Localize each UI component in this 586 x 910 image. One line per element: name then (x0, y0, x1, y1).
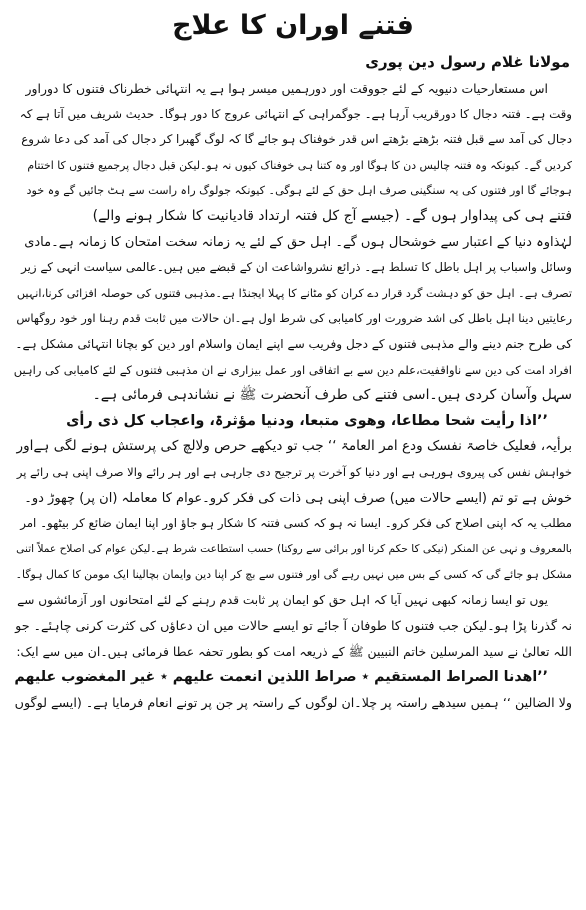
text-line: اس مستعارحیات دنیویہ کے لئے جووقت اور دورہمیں میسر ہوا ہے یہ انتہائی خطرناک فتنوں کا دوراور (25, 81, 548, 96)
text-line: مشکل ہو جائے گی کہ کسی کے بس میں نہیں رہے گی اور فتنوں سے بچ کر اپنا دین وایمان بچالینا ایک مومن کا کمال ہوگا۔ (15, 568, 572, 582)
text-line: نہ گذرنا پڑا ہو۔لیکن جب فتنوں کا طوفان آ جائے تو ایسے حالات میں ان دعاؤں کی کثرت کرنی چاہئے۔ جو (15, 618, 572, 634)
quote-line: ’’اذا رأیت شحا مطاعا، وھوی متبعا، ودنیا مؤثرۃ، واعجاب کل ذی رأی (66, 412, 548, 429)
text-line: کردیں گے۔ کیونکہ وہ فتنہ چالیس دن کا ہوگا اور وہ کتنا ہی خوفناک کیوں نہ ہو۔لیکن قبل دجال پرجمیع فتنوں کا اختتام (27, 158, 572, 172)
article-title: فتنے اوران کا علاج (172, 10, 414, 41)
text-line: ولا الضالین ‘‘ ہمیں سیدھے راستہ پر چلا۔ان لوگوں کے راستہ پر جن پر تونے انعام فرمایا ہے۔ (ایسے لوگوں (14, 695, 572, 711)
author-name: مولانا غلام رسول دین پوری (365, 53, 570, 71)
text-line: دجال کی آمد سے قبل فتنہ بڑھتے بڑھتے اس قدر خوفناک ہو جائے گا کہ لوگ گھبرا کر دجال کی آمد کی دعا شروع (21, 132, 572, 147)
text-line: خوش ہے تو تم (ایسے حالات میں) صرف اپنی ہی ذات کی فکر کرو۔عوام کا معاملہ (ان پر) چھوڑ دو۔ (24, 490, 572, 506)
text-line: رعایتیں دینا اہل باطل کی اشد ضرورت اور کامیابی کی شرط اول ہے۔ان حالات میں ثابت قدم رہنا اور خود روگھاس (16, 311, 572, 326)
article-body (14, 76, 572, 716)
text-line: وسائل واسباب پر اہل باطل کا تسلط ہے۔ ذرائع نشرواشاعت ان کے قبضے میں ہیں۔عالمی سیاست انہی کے زیر (21, 260, 572, 275)
text-line: سہل وآسان کردی ہیں۔اسی فتنے کی طرف آنحضرت ﷺ نے نشاندہی فرمائی ہے۔ (92, 387, 572, 404)
text-line: خواہش نفس کی پیروی ہورہی ہے اور دنیا کو آخرت پر ترجیح دی جارہی ہے اور ہر رائے والا صرف اپنی ہی رائے پر (16, 464, 572, 479)
text-line: لہٰذاوہ دنیا کے اعتبار سے خوشحال ہوں گے۔ اہل حق کے لئے یہ زمانہ سخت امتحان کا زمانہ ہے۔مادی (24, 234, 572, 250)
text-line: افراد امت کی دین سے ناواقفیت،علم دین سے بے اتفاقی اور عمل بیزاری نے ان مذہبی فتنوں کے لئے کامیابی کی راہیں (14, 362, 572, 377)
text-line: بالمعروف و نہی عن المنکر (نیکی کا حکم کرنا اور برائی سے روکنا) حسب استطاعت شرط ہے۔لیکن عوام کی اصلاح عملاً اتنی (16, 542, 572, 555)
text-line: تصرف ہے۔ اہل حق کو دہشت گرد قرار دے کران کو مٹانے کا پہلا ایجنڈا ہے۔مذہبی فتنوں کی حوصلہ افزائی کرنا،انہیں (16, 286, 572, 300)
text-line: برأیہ، فعلیک خاصۃ نفسک ودع امر العامۃ ‘‘ جب تو دیکھے حرص ولالچ کی پرستش ہونے لگی ہےاور (16, 438, 572, 455)
text-line: یوں تو ایسا زمانہ کبھی نہیں آیا کہ اہل حق کو ایمان پر ثابت قدم رہنے کے لئے امتحانوں اور آزمائشوں سے (17, 592, 548, 607)
text-line: کی طرح جنم دینے والے مذہبی فتنوں کے دجل وفریب سے اپنے ایمان واسلام اور دین کو بچانا انتہائی مشکل ہے۔ (15, 336, 572, 351)
text-line: مطلب یہ کہ اپنی اصلاح کی فکر کرو۔ ایسا نہ ہو کہ کسی فتنہ کا شکار ہو جاؤ اور اپنا ایمان ضائع کر بیٹھو۔ امر (20, 516, 572, 531)
text-line: وقت ہے۔ فتنہ دجال کا دورقریب آرہا ہے۔ جوگمراہی کے انتہائی عروج کا دور ہوگا۔ حدیث شریف میں آتا ہے کہ (19, 106, 572, 121)
text-line: فتنے ہی کی پیداوار ہوں گے۔ (جیسے آج کل فتنہ ارتداد قادیانیت کا شکار ہونے والے) (92, 207, 572, 224)
text-line: ہوجائے گا اور فتنوں کی یہ سنگینی صرف اہل حق کے لئے ہوگی۔ کیونکہ جولوگ راہ راست سے ہٹ جائیں گے وہ خود (26, 184, 572, 198)
text-line: اللہ تعالیٰ نے سید المرسلین خاتم النبیین ﷺ کے ذریعہ امت کو بطور تحفہ عطا فرمائی ہیں۔ان میں سے ایک: (16, 644, 572, 660)
quote-line: ’’اھدنا الصراط المستقیم ٭ صراط اللذین انعمت علیھم ٭ غیر المغضوب علیھم (14, 668, 548, 685)
